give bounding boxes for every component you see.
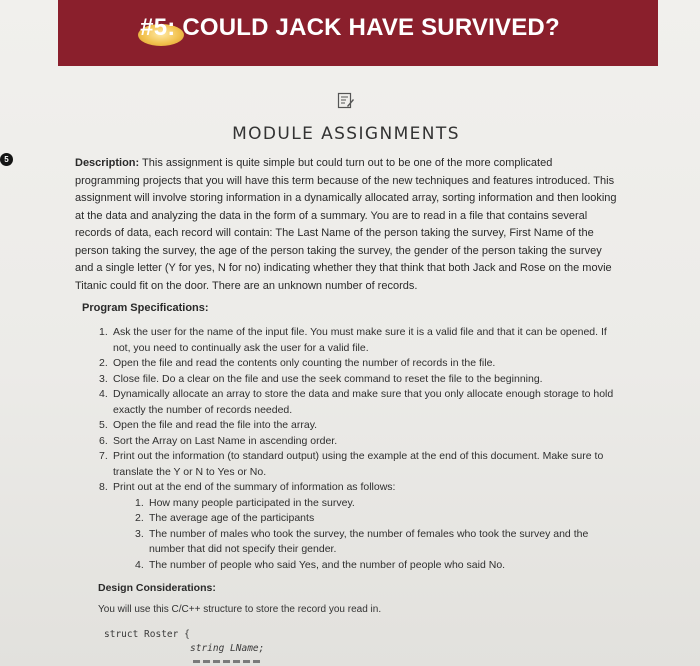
summary-sub-item: 1. How many people participated in the survey. [135,496,355,509]
design-description: You will use this C/C++ structure to store the record you read in. [98,604,382,615]
summary-sub-item: 4. The number of people who said Yes, and the number of people who said No. [135,558,506,571]
spec-item: 1. Ask the user for the name of the input file. You must make sure it is a valid file and that it can be opened. If not, you need to continually ask the user for a valid file. [99,326,607,354]
description-label: Description: [75,157,140,169]
spec-item: 2. Open the file and read the contents only counting the number of records in the file. [99,357,496,369]
description-paragraph [75,155,620,295]
item-number-marker: 5 [0,153,13,166]
program-specs-heading: Program Specifications: [82,302,209,314]
code-struct-line: struct Roster { [104,629,190,640]
spec-item: 3. Close file. Do a clear on the file and use the seek command to reset the file to the beginning. [99,372,543,385]
summary-sub-list [135,496,605,574]
assignment-edit-icon [337,92,355,110]
spec-item: 8. Print out at the end of the summary of information as follows: 1. How many people participated in the survey. 2. The average age of the participants 3. The number of males who took the survey, the number of females who took the survey and the number that did not specify their gender. 4. The number of people who said Yes, and the number of people who said No. [99,480,614,573]
code-cutoff-line [193,660,263,663]
summary-sub-item: 2. The average age of the participants [135,512,315,524]
spec-item: 4. Dynamically allocate an array to store the data and make sure that you only allocate enough storage to hold exactly the number of records needed. [99,388,614,416]
summary-sub-item: 3. The number of males who took the survey, the number of females who took the survey and the number that did not specify their gender. [135,527,589,555]
code-lname-line: string LName; [190,643,265,654]
module-assignments-heading: MODULE ASSIGNMENTS [232,124,460,144]
description-text: This assignment is quite simple but could turn out to be one of the more complicated programming projects that you will have this term because of the new techniques and features introduced. This assignment will involve storing information in a dynamically allocated array, sorting information and then looking at the data and analyzing the data in the form of a summary. You are to read in a file that contains several records of data, each record will contain: The Last Name of the person taking the survey, First Name of the person taking the survey, the age of the person taking the survey, the gender of the person taking the survey and a single letter (Y for yes, N for no) indicating whether they that think that both Jack and Rose on the movie Titanic could fit on the door. There are an unknown number of records. [75,157,617,292]
spec-item: 6. Sort the Array on Last Name in ascending order. [99,434,338,447]
design-considerations-heading: Design Considerations: [98,582,216,594]
spec-item: 7. Print out the information (to standard output) using the example at the end of this document. Make sure to translate the Y or N to Yes or No. [99,450,604,478]
spec-item: 5. Open the file and read the file into the array. [99,419,318,431]
assignment-title: #5: COULD JACK HAVE SURVIVED? [140,14,560,41]
program-specs-list [99,325,614,573]
